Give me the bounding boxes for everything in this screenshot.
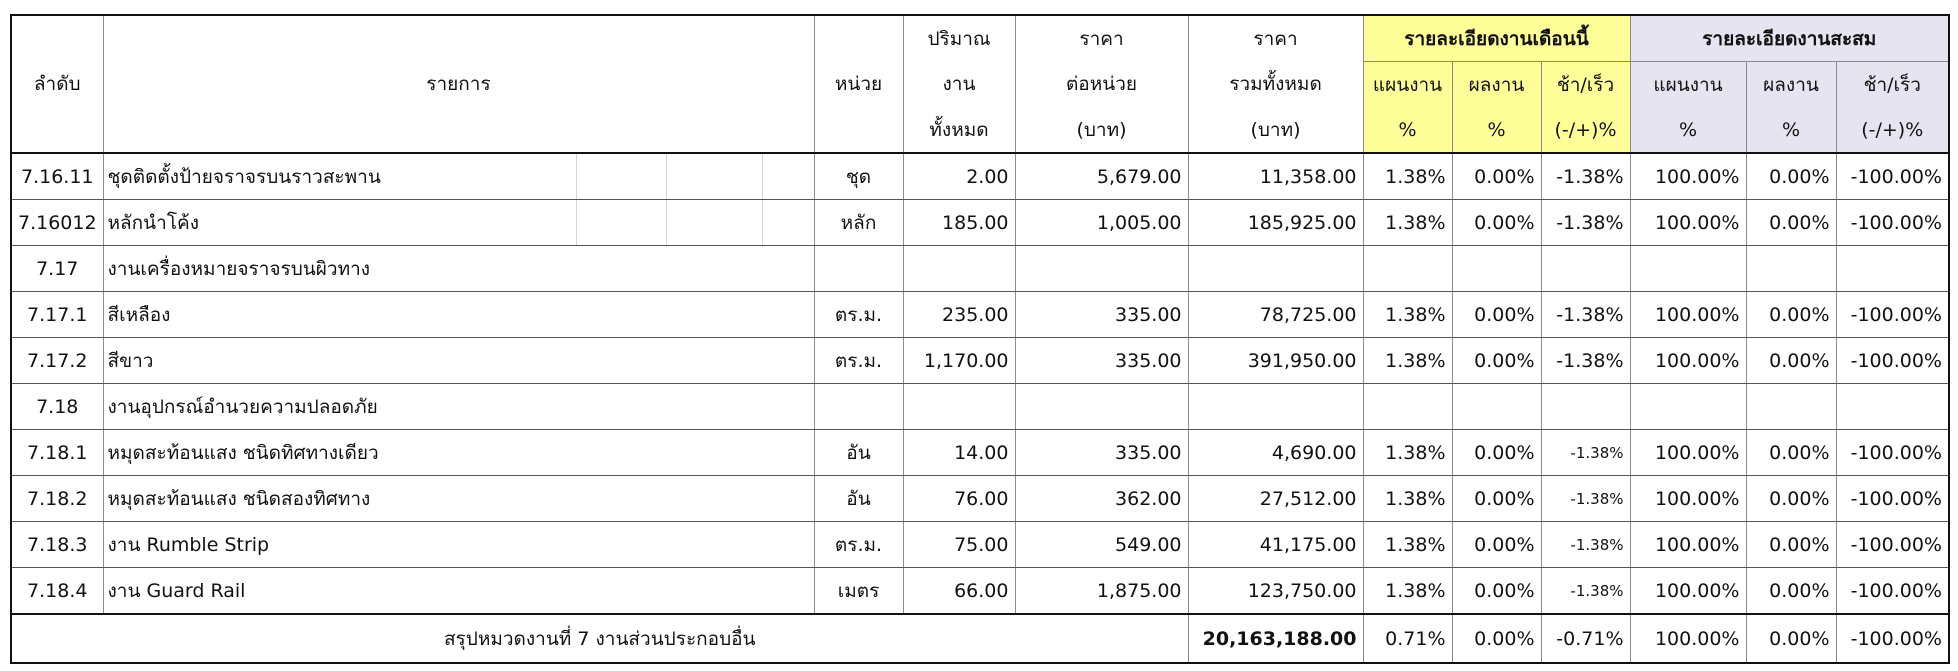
table-row xyxy=(11,568,1949,615)
cell-item xyxy=(103,153,814,200)
header-total-price-line1: ราคา xyxy=(1188,15,1363,62)
cell-cum-diff: -100.00% xyxy=(1836,200,1949,246)
cell-unit-price: 335.00 xyxy=(1015,292,1188,338)
cell-unit xyxy=(814,384,903,430)
cell-month-diff xyxy=(1541,384,1630,430)
cell-month-diff: -1.38% xyxy=(1541,292,1630,338)
cell-month-result: 0.00% xyxy=(1452,568,1541,615)
cell-month-result: 0.00% xyxy=(1452,200,1541,246)
cell-item xyxy=(103,292,814,338)
cell-item-text: งาน Guard Rail xyxy=(107,579,246,602)
cell-month-result: 0.00% xyxy=(1452,522,1541,568)
cell-unit xyxy=(814,246,903,292)
cell-item-text: หมุดสะท้อนแสง ชนิดทิศทางเดียว xyxy=(107,441,379,464)
cell-month-result: 0.00% xyxy=(1452,430,1541,476)
header-cum-result-pct: % xyxy=(1746,107,1836,153)
header-month-diff-pct: (-/+)% xyxy=(1541,107,1630,153)
cell-cum-result: 0.00% xyxy=(1746,522,1836,568)
cell-total xyxy=(1188,384,1363,430)
cell-cum-result xyxy=(1746,384,1836,430)
cell-month-plan: 1.38% xyxy=(1363,200,1452,246)
cell-seq: 7.16.11 xyxy=(11,153,103,200)
cell-item-text: สีเหลือง xyxy=(107,303,171,326)
cell-seq: 7.17.1 xyxy=(11,292,103,338)
cell-month-plan xyxy=(1363,246,1452,292)
spreadsheet-page xyxy=(10,14,1948,664)
cell-total: 123,750.00 xyxy=(1188,568,1363,615)
cell-month-result: 0.00% xyxy=(1452,292,1541,338)
header-cum-result: ผลงาน xyxy=(1746,62,1836,108)
cell-item xyxy=(103,430,814,476)
cell-month-plan: 1.38% xyxy=(1363,522,1452,568)
cell-item-text: งานอุปกรณ์อำนวยความปลอดภัย xyxy=(107,395,378,418)
cell-total: 4,690.00 xyxy=(1188,430,1363,476)
cell-cum-diff: -100.00% xyxy=(1836,338,1949,384)
table-row xyxy=(11,200,1949,246)
cell-month-diff: -1.38% xyxy=(1541,338,1630,384)
cell-item xyxy=(103,522,814,568)
cell-total: 78,725.00 xyxy=(1188,292,1363,338)
cell-cum-diff xyxy=(1836,384,1949,430)
cell-month-plan: 1.38% xyxy=(1363,153,1452,200)
cell-month-plan: 1.38% xyxy=(1363,476,1452,522)
table-row xyxy=(11,430,1949,476)
summary-label: สรุปหมวดงานที่ 7 งานส่วนประกอบอื่น xyxy=(11,614,1188,663)
cell-total: 391,950.00 xyxy=(1188,338,1363,384)
header-seq: ลำดับ xyxy=(11,15,103,153)
cell-month-diff: -1.38% xyxy=(1541,153,1630,200)
cell-item xyxy=(103,476,814,522)
header-unit-price-line3: (บาท) xyxy=(1015,107,1188,153)
cell-total: 11,358.00 xyxy=(1188,153,1363,200)
cell-month-result: 0.00% xyxy=(1452,476,1541,522)
cell-seq: 7.18.1 xyxy=(11,430,103,476)
header-qty-line3: ทั้งหมด xyxy=(903,107,1015,153)
cell-unit: หลัก xyxy=(814,200,903,246)
cell-month-diff: -1.38% xyxy=(1541,568,1630,615)
cell-cum-plan: 100.00% xyxy=(1630,476,1746,522)
cell-item xyxy=(103,568,814,615)
summary-cum-diff: -100.00% xyxy=(1836,614,1949,663)
cell-item xyxy=(103,200,814,246)
cell-month-result xyxy=(1452,246,1541,292)
cell-qty xyxy=(903,246,1015,292)
cell-cum-result: 0.00% xyxy=(1746,430,1836,476)
table-row xyxy=(11,384,1949,430)
cell-cum-plan: 100.00% xyxy=(1630,292,1746,338)
header-qty-line1: ปริมาณ xyxy=(903,15,1015,62)
cell-month-diff: -1.38% xyxy=(1541,200,1630,246)
cell-month-result xyxy=(1452,384,1541,430)
cell-unit: ชุด xyxy=(814,153,903,200)
cell-month-plan: 1.38% xyxy=(1363,568,1452,615)
cell-unit: ตร.ม. xyxy=(814,292,903,338)
cell-seq: 7.18.2 xyxy=(11,476,103,522)
cell-item-text: หมุดสะท้อนแสง ชนิดสองทิศทาง xyxy=(107,487,371,510)
cell-cum-result: 0.00% xyxy=(1746,292,1836,338)
table-row xyxy=(11,476,1949,522)
cell-cum-diff: -100.00% xyxy=(1836,476,1949,522)
cell-unit: ตร.ม. xyxy=(814,522,903,568)
cell-cum-result xyxy=(1746,246,1836,292)
cell-cum-plan: 100.00% xyxy=(1630,522,1746,568)
header-total-price-line2: รวมทั้งหมด xyxy=(1188,62,1363,108)
cell-month-diff: -1.38% xyxy=(1541,430,1630,476)
cell-cum-plan: 100.00% xyxy=(1630,430,1746,476)
cell-cum-result: 0.00% xyxy=(1746,200,1836,246)
summary-month-diff: -0.71% xyxy=(1541,614,1630,663)
cell-seq: 7.18.3 xyxy=(11,522,103,568)
table-row xyxy=(11,338,1949,384)
cell-cum-result: 0.00% xyxy=(1746,568,1836,615)
cell-cum-diff: -100.00% xyxy=(1836,522,1949,568)
cell-cum-plan: 100.00% xyxy=(1630,568,1746,615)
cell-cum-diff: -100.00% xyxy=(1836,153,1949,200)
cell-total: 185,925.00 xyxy=(1188,200,1363,246)
table-row xyxy=(11,153,1949,200)
cell-unit-price: 362.00 xyxy=(1015,476,1188,522)
cell-item xyxy=(103,384,814,430)
header-unit-price-line1: ราคา xyxy=(1015,15,1188,62)
cell-unit-price: 549.00 xyxy=(1015,522,1188,568)
cell-qty: 235.00 xyxy=(903,292,1015,338)
cell-item xyxy=(103,338,814,384)
cell-unit: เมตร xyxy=(814,568,903,615)
cell-unit: อัน xyxy=(814,430,903,476)
progress-table xyxy=(10,14,1950,664)
table-row xyxy=(11,522,1949,568)
cell-month-plan xyxy=(1363,384,1452,430)
header-month-diff: ช้า/เร็ว xyxy=(1541,62,1630,108)
cell-cum-plan xyxy=(1630,384,1746,430)
cell-month-plan: 1.38% xyxy=(1363,292,1452,338)
cell-month-diff xyxy=(1541,246,1630,292)
cell-month-plan: 1.38% xyxy=(1363,338,1452,384)
summary-cum-plan: 100.00% xyxy=(1630,614,1746,663)
cell-unit: ตร.ม. xyxy=(814,338,903,384)
cell-total: 41,175.00 xyxy=(1188,522,1363,568)
cell-cum-plan: 100.00% xyxy=(1630,153,1746,200)
cell-cum-result: 0.00% xyxy=(1746,153,1836,200)
header-cum-diff: ช้า/เร็ว xyxy=(1836,62,1949,108)
header-item: รายการ xyxy=(103,15,814,153)
cell-item xyxy=(103,246,814,292)
header-month-plan: แผนงาน xyxy=(1363,62,1452,108)
cell-cum-diff: -100.00% xyxy=(1836,568,1949,615)
cell-unit: อัน xyxy=(814,476,903,522)
summary-month-result: 0.00% xyxy=(1452,614,1541,663)
cell-seq: 7.17 xyxy=(11,246,103,292)
cell-cum-diff xyxy=(1836,246,1949,292)
cell-seq: 7.18 xyxy=(11,384,103,430)
cell-total xyxy=(1188,246,1363,292)
cell-item-text: งาน Rumble Strip xyxy=(107,533,270,556)
header-month-result: ผลงาน xyxy=(1452,62,1541,108)
cell-qty: 14.00 xyxy=(903,430,1015,476)
header-this-month: รายละเอียดงานเดือนนี้ xyxy=(1363,15,1630,62)
header-total-price-line3: (บาท) xyxy=(1188,107,1363,153)
cell-unit-price: 335.00 xyxy=(1015,430,1188,476)
cell-cum-plan: 100.00% xyxy=(1630,338,1746,384)
cell-qty xyxy=(903,384,1015,430)
cell-unit-price: 335.00 xyxy=(1015,338,1188,384)
cell-unit-price: 5,679.00 xyxy=(1015,153,1188,200)
header-unit-price-line2: ต่อหน่วย xyxy=(1015,62,1188,108)
cell-cum-result: 0.00% xyxy=(1746,476,1836,522)
cell-cum-plan: 100.00% xyxy=(1630,200,1746,246)
cell-qty: 66.00 xyxy=(903,568,1015,615)
cell-unit-price xyxy=(1015,246,1188,292)
header-cumulative: รายละเอียดงานสะสม xyxy=(1630,15,1949,62)
cell-month-diff: -1.38% xyxy=(1541,522,1630,568)
cell-unit-price xyxy=(1015,384,1188,430)
cell-item-text: หลักนำโค้ง xyxy=(107,211,200,234)
cell-qty: 2.00 xyxy=(903,153,1015,200)
header-month-result-pct: % xyxy=(1452,107,1541,153)
header-cum-diff-pct: (-/+)% xyxy=(1836,107,1949,153)
cell-month-result: 0.00% xyxy=(1452,338,1541,384)
summary-month-plan: 0.71% xyxy=(1363,614,1452,663)
cell-item-text: สีขาว xyxy=(107,349,154,372)
cell-cum-diff: -100.00% xyxy=(1836,292,1949,338)
header-qty-line2: งาน xyxy=(903,62,1015,108)
header-month-plan-pct: % xyxy=(1363,107,1452,153)
cell-unit-price: 1,875.00 xyxy=(1015,568,1188,615)
cell-item-text: งานเครื่องหมายจราจรบนผิวทาง xyxy=(107,257,371,280)
header-unit: หน่วย xyxy=(814,15,903,153)
cell-total: 27,512.00 xyxy=(1188,476,1363,522)
cell-cum-diff: -100.00% xyxy=(1836,430,1949,476)
summary-total: 20,163,188.00 xyxy=(1188,614,1363,663)
cell-unit-price: 1,005.00 xyxy=(1015,200,1188,246)
cell-month-plan: 1.38% xyxy=(1363,430,1452,476)
cell-month-result: 0.00% xyxy=(1452,153,1541,200)
cell-cum-plan xyxy=(1630,246,1746,292)
header-cum-plan: แผนงาน xyxy=(1630,62,1746,108)
summary-row xyxy=(11,614,1949,663)
cell-month-diff: -1.38% xyxy=(1541,476,1630,522)
cell-seq: 7.18.4 xyxy=(11,568,103,615)
header-cum-plan-pct: % xyxy=(1630,107,1746,153)
cell-item-text: ชุดติดตั้งป้ายจราจรบนราวสะพาน xyxy=(107,165,381,188)
cell-qty: 75.00 xyxy=(903,522,1015,568)
table-row xyxy=(11,246,1949,292)
cell-qty: 185.00 xyxy=(903,200,1015,246)
cell-seq: 7.17.2 xyxy=(11,338,103,384)
cell-qty: 76.00 xyxy=(903,476,1015,522)
table-row xyxy=(11,292,1949,338)
cell-cum-result: 0.00% xyxy=(1746,338,1836,384)
summary-cum-result: 0.00% xyxy=(1746,614,1836,663)
cell-qty: 1,170.00 xyxy=(903,338,1015,384)
cell-seq: 7.16012 xyxy=(11,200,103,246)
